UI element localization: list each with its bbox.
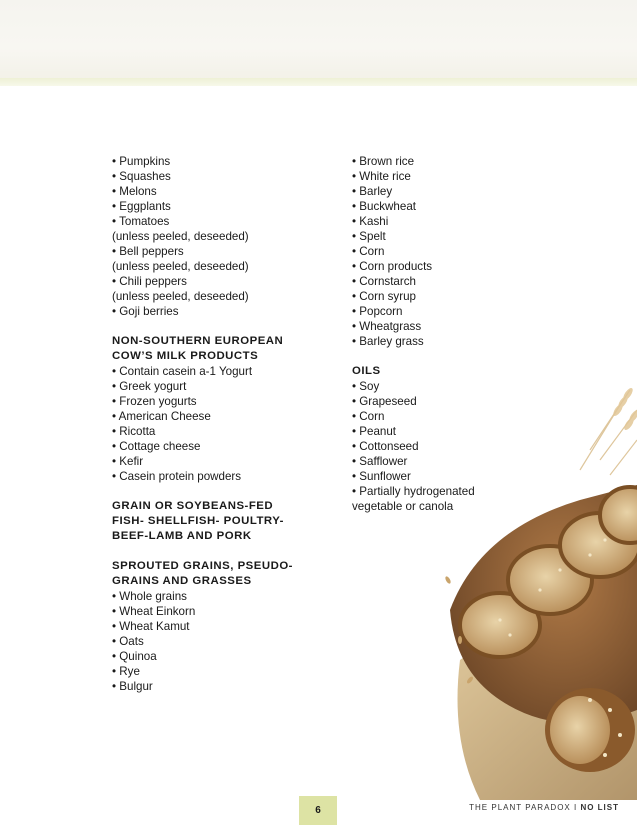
bread-photo-icon [440, 380, 637, 800]
list-item: • Kefir [112, 455, 144, 468]
page-number-badge: 6 [299, 796, 337, 825]
spacer [112, 544, 332, 559]
heading-cows-milk [112, 334, 332, 364]
list-item: • Brown rice [352, 155, 415, 168]
header-band [0, 0, 637, 80]
left-column [112, 154, 332, 694]
list-item: • Kashi [352, 215, 389, 228]
list-item: • Buckwheat [352, 200, 416, 213]
list-item: • White rice [352, 170, 411, 183]
list-item: • Partially hydrogenated [352, 485, 475, 498]
list-item: • Spelt [352, 230, 386, 243]
list-item: • Rye [112, 665, 140, 678]
list-item: FISH- SHELLFISH- POULTRY- [112, 515, 284, 527]
list-item: • Wheat Kamut [112, 620, 190, 633]
list-item: COW’S MILK PRODUCTS [112, 350, 259, 362]
list-item: • Greek yogurt [112, 380, 187, 393]
list-item: • Peanut [352, 425, 397, 438]
list-produce [112, 154, 332, 319]
list-grains-right [352, 154, 522, 349]
list-item: • Sunflower [352, 470, 411, 483]
list-item: (unless peeled, deseeded) [112, 260, 249, 273]
list-item: • Oats [112, 635, 144, 648]
list-item: • Chili peppers [112, 275, 187, 288]
list-item: GRAIN OR SOYBEANS-FED [112, 500, 274, 512]
list-item: (unless peeled, deseeded) [112, 290, 249, 303]
list-item: • Corn [352, 245, 385, 258]
list-item: • Cottonseed [352, 440, 419, 453]
list-item: SPROUTED GRAINS, PSEUDO- [112, 560, 293, 572]
list-item: • Bulgur [112, 680, 153, 693]
list-item: • Barley grass [352, 335, 424, 348]
footer-separator: I [570, 803, 581, 812]
list-item: • Frozen yogurts [112, 395, 197, 408]
spacer [112, 484, 332, 499]
list-item: • Whole grains [112, 590, 187, 603]
footer-subtitle: NO LIST [580, 803, 619, 812]
list-item: GRAINS AND GRASSES [112, 575, 252, 587]
list-item: • Goji berries [112, 305, 179, 318]
list-item: NON-SOUTHERN EUROPEAN [112, 335, 284, 347]
list-item: • Corn [352, 410, 385, 423]
list-item: BEEF-LAMB AND PORK [112, 530, 252, 542]
list-item: • Corn products [352, 260, 433, 273]
heading-fed-meats [112, 499, 332, 544]
list-item: • Bell peppers [112, 245, 184, 258]
list-grains [112, 589, 332, 694]
list-item: • Barley [352, 185, 393, 198]
list-item: • Wheatgrass [352, 320, 422, 333]
list-item: • Melons [112, 185, 157, 198]
list-item: • Corn syrup [352, 290, 416, 303]
list-item: • Pumpkins [112, 155, 171, 168]
heading-oils: OILS [352, 365, 381, 377]
list-item: • Tomatoes [112, 215, 170, 228]
list-item: • American Cheese [112, 410, 211, 423]
spacer [352, 349, 522, 364]
list-item: • Wheat Einkorn [112, 605, 196, 618]
list-item: (unless peeled, deseeded) [112, 230, 249, 243]
list-item: • Cottage cheese [112, 440, 201, 453]
list-item: • Popcorn [352, 305, 403, 318]
footer-book-title: THE PLANT PARADOX [469, 803, 571, 812]
header-band-line [0, 78, 637, 86]
spacer [112, 319, 332, 334]
list-item: • Cornstarch [352, 275, 416, 288]
heading-sprouted-grains [112, 559, 332, 589]
list-item: • Casein protein powders [112, 470, 242, 483]
list-item: • Contain casein a-1 Yogurt [112, 365, 253, 378]
list-item: • Quinoa [112, 650, 157, 663]
list-item: • Grapeseed [352, 395, 417, 408]
list-item: • Ricotta [112, 425, 156, 438]
list-item: • Squashes [112, 170, 171, 183]
list-dairy [112, 364, 332, 484]
list-item: • Soy [352, 380, 380, 393]
footer-title [469, 803, 619, 812]
list-item: • Eggplants [112, 200, 171, 213]
list-item: • Safflower [352, 455, 408, 468]
list-item: vegetable or canola [352, 500, 454, 513]
